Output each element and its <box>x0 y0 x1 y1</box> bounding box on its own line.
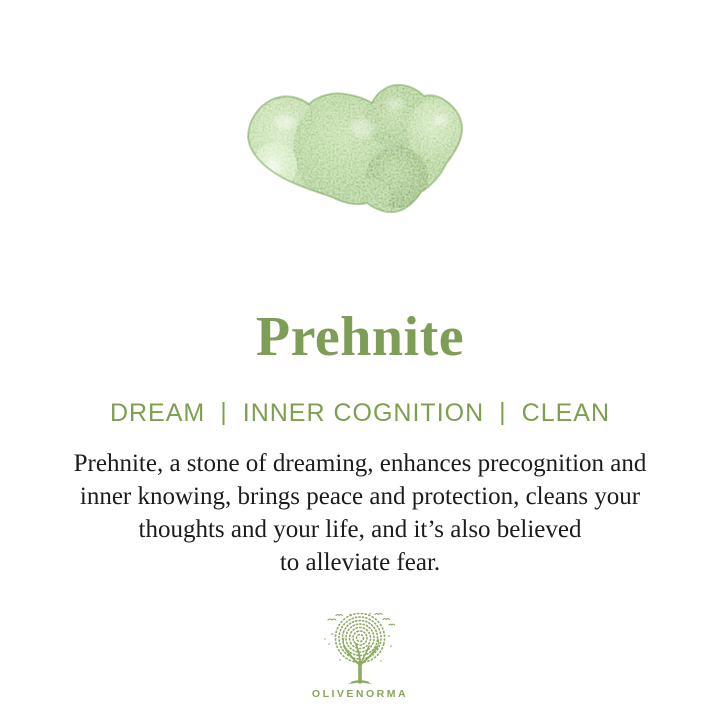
brand-wordmark: OLIVENORMA <box>311 688 409 700</box>
description-line: thoughts and your life, and it’s also believed <box>138 516 582 543</box>
stone-description <box>0 447 720 579</box>
page-title: Prehnite <box>255 306 465 368</box>
prehnite-stone-photo <box>245 82 465 214</box>
brand-logo <box>0 612 720 700</box>
keyword-inner-cognition: INNER COGNITION <box>242 399 485 427</box>
leaf-dots <box>324 613 392 666</box>
description-line: inner knowing, brings peace and protection, cleans your <box>79 483 641 510</box>
tagline-separator: | <box>220 398 228 426</box>
keyword-clean: CLEAN <box>521 399 611 427</box>
prehnite-stone-image <box>245 82 465 214</box>
keyword-dream: DREAM <box>109 399 206 427</box>
tagline-separator: | <box>499 398 507 426</box>
description-line: Prehnite, a stone of dreaming, enhances precognition and <box>73 450 647 477</box>
keyword-tagline <box>0 398 720 428</box>
description-line: to alleviate fear. <box>279 549 441 576</box>
olive-tree-icon <box>320 612 400 686</box>
